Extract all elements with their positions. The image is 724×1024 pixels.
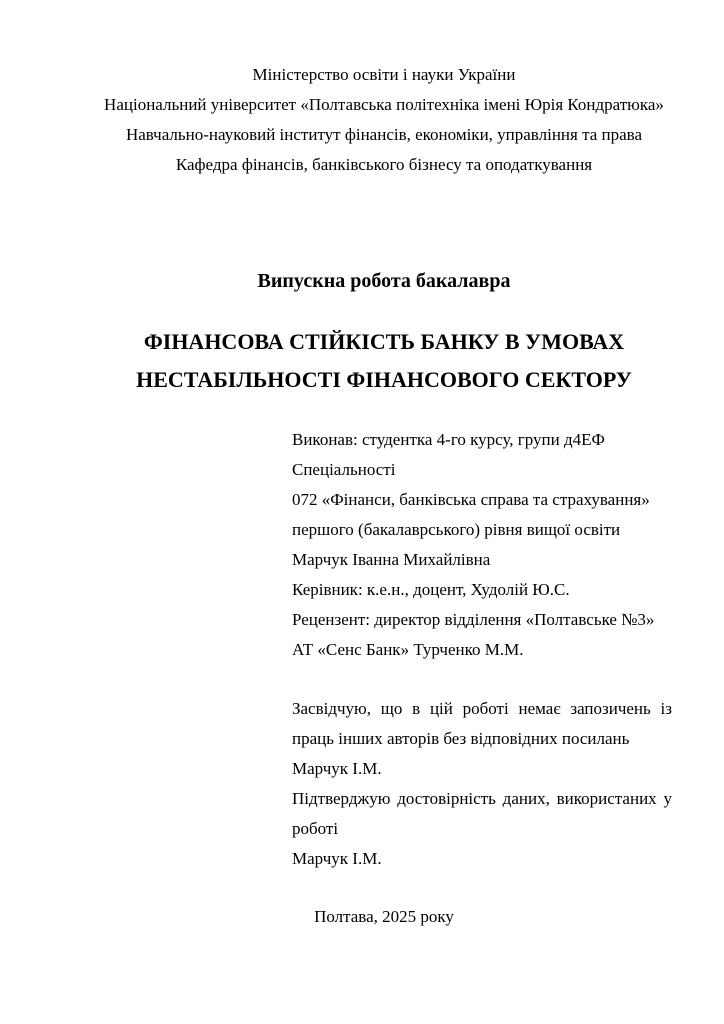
university-header xyxy=(100,60,668,180)
city-year-line: Полтава, 2025 року xyxy=(314,907,454,926)
reviewer-org-line: АТ «Сенс Банк» Турченко М.М. xyxy=(292,640,524,659)
education-level-line: першого (бакалаврського) рівня вищої освіти xyxy=(292,520,621,539)
data-accuracy-line-1: Підтверджую достовірність даних, використаних у xyxy=(292,789,672,808)
institute-line: Навчально-науковий інститут фінансів, економіки, управління та права xyxy=(125,125,643,144)
declaration-signature-2: Марчук І.М. xyxy=(292,849,382,868)
university-line: Національний університет «Полтавська політехніка імені Юрія Кондратюка» xyxy=(104,95,664,114)
plagiarism-declaration xyxy=(292,694,672,874)
work-type-label: Випускна робота бакалавра xyxy=(257,270,511,292)
data-accuracy-line-2: роботі xyxy=(292,819,339,838)
specialty-code-line: 072 «Фінанси, банківська справа та страхування» xyxy=(292,490,650,509)
author-details xyxy=(292,425,672,665)
thesis-title xyxy=(90,323,678,399)
reviewer-line: Рецензент: директор відділення «Полтавське №3» xyxy=(292,610,655,629)
ministry-line: Міністерство освіти і науки України xyxy=(252,65,516,84)
thesis-title-line-1: ФІНАНСОВА СТІЙКІСТЬ БАНКУ В УМОВАХ xyxy=(143,329,625,354)
performed-by-line: Виконав: студентка 4-го курсу, групи д4ЕФ xyxy=(292,430,605,449)
author-name-line: Марчук Іванна Михайлівна xyxy=(292,550,491,569)
department-line: Кафедра фінансів, банківського бізнесу та оподаткування xyxy=(175,155,593,174)
specialty-label-line: Спеціальності xyxy=(292,460,396,479)
declaration-signature-1: Марчук І.М. xyxy=(292,759,382,778)
declaration-line-2: праць інших авторів без відповідних посилань xyxy=(292,729,630,748)
thesis-title-line-2: НЕСТАБІЛЬНОСТІ ФІНАНСОВОГО СЕКТОРУ xyxy=(136,367,632,392)
supervisor-line: Керівник: к.е.н., доцент, Худолій Ю.С. xyxy=(292,580,570,599)
declaration-line-1: Засвідчую, що в цій роботі немає запозичень із xyxy=(292,699,672,718)
